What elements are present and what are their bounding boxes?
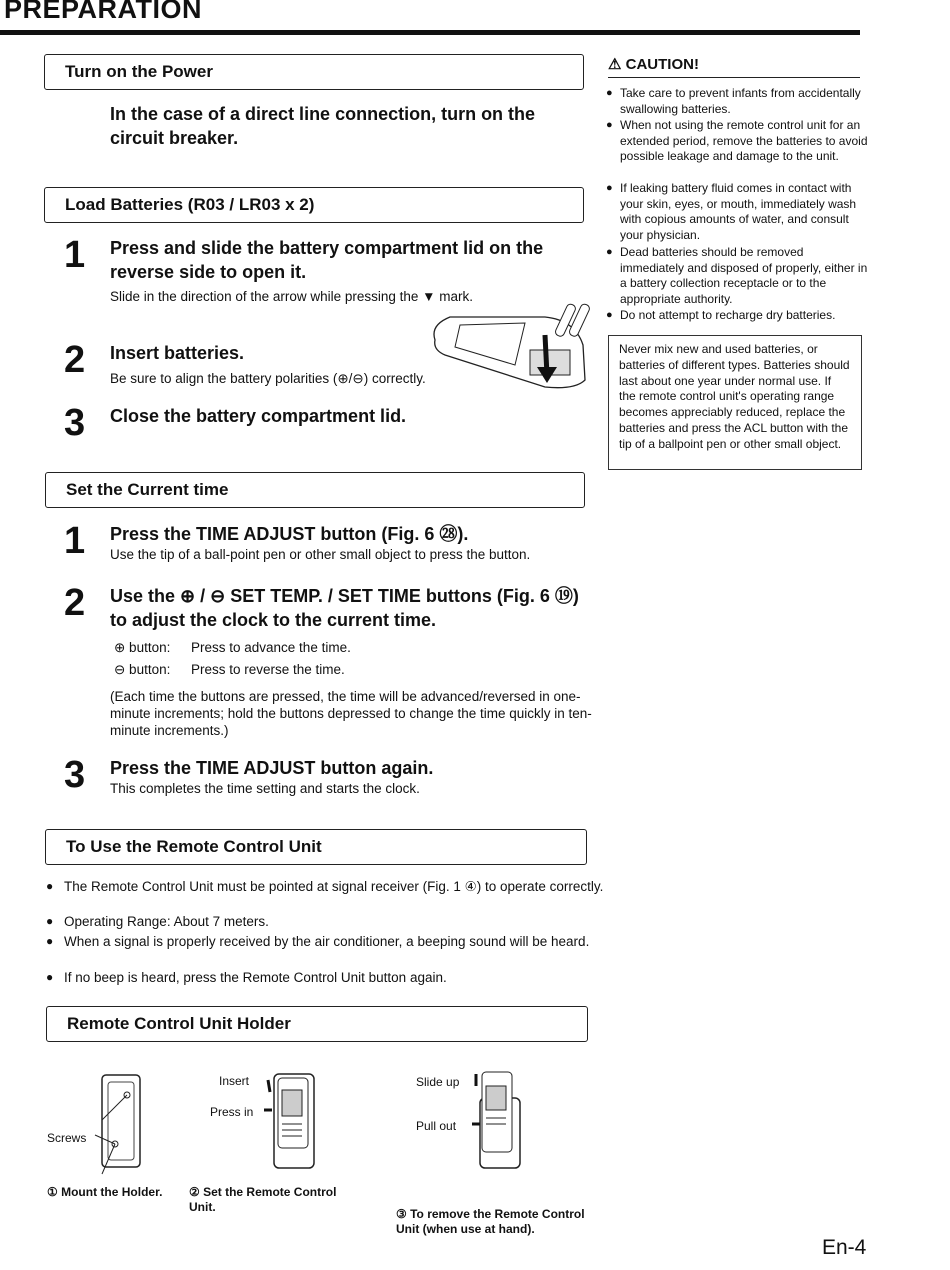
remote-battery-illustration xyxy=(425,295,595,405)
time-step-2-title: Use the ⊕ / ⊖ SET TEMP. / SET TIME buttons (Fig. 6 ⑲) to adjust the clock to the current time. xyxy=(110,586,579,630)
battery-step-2-number: 2 xyxy=(64,339,86,381)
page-number: En-4 xyxy=(822,1236,867,1259)
page-title: PREPARATION xyxy=(4,0,203,24)
press-in-label: Press in xyxy=(210,1105,254,1119)
minus-button-text: Press to reverse the time. xyxy=(191,662,345,677)
battery-step-2-detail: Be sure to align the battery polarities (⊕/⊖) correctly. xyxy=(110,371,426,386)
pull-out-label: Pull out xyxy=(416,1119,457,1133)
power-text: In the case of a direct line connection, turn on the circuit breaker. xyxy=(110,104,536,148)
section-header-power-label: Turn on the Power xyxy=(65,62,213,81)
section-header-holder xyxy=(46,1006,588,1042)
time-step-1-title: Press the TIME ADJUST button (Fig. 6 ㉘). xyxy=(110,524,469,544)
screws-label: Screws xyxy=(47,1131,87,1145)
caution-bullet-5: ● Do not attempt to recharge dry batteries. xyxy=(606,308,876,324)
caution-bullet-4: ● Dead batteries should be removed immediately and disposed of properly, either in a battery collection receptacle or to the appropriate authority. xyxy=(606,245,870,307)
remote-bullet-2: ● Operating Range: About 7 meters. xyxy=(46,914,610,929)
plus-button-text: Press to advance the time. xyxy=(191,640,351,655)
battery-step-3-number: 3 xyxy=(64,402,86,444)
battery-note-box: Never mix new and used batteries, or batteries of different types. Batteries should last about one year under normal use. If the remote control unit's operating range becomes appreciably reduced, replace the batteries and press the ACL button with the tip of a ballpoint pen or other small object. xyxy=(608,335,862,470)
holder-mount-illustration xyxy=(80,1070,160,1180)
remote-bullet-1: ● The Remote Control Unit must be pointed at signal receiver (Fig. 1 ④) to operate correctly. xyxy=(46,879,610,894)
time-step-3-title: Press the TIME ADJUST button again. xyxy=(110,758,434,778)
caution-bullet-3: ● If leaking battery fluid comes in contact with your skin, eyes, or mouth, immediately wash with copious amounts of water, and consult your physician. xyxy=(606,181,870,243)
minus-button-label: ⊖ button: xyxy=(114,662,171,677)
caution-title: CAUTION! xyxy=(625,56,699,73)
section-header-power xyxy=(44,54,584,90)
caution-header xyxy=(608,55,860,78)
holder-insert-illustration xyxy=(262,1068,322,1172)
section-header-remote xyxy=(45,829,587,865)
caution-bullet-1: ● Take care to prevent infants from accidentally swallowing batteries. xyxy=(606,86,870,117)
time-step-1-detail: Use the tip of a ball-point pen or other small object to press the button. xyxy=(110,547,531,562)
battery-step-2-title: Insert batteries. xyxy=(110,343,245,363)
holder-remove-illustration xyxy=(470,1068,530,1174)
section-header-remote-label: To Use the Remote Control Unit xyxy=(66,837,322,856)
warning-icon: ⚠ xyxy=(608,56,622,73)
caption-set-remote: ② Set the Remote Control Unit. xyxy=(189,1185,337,1214)
caution-bullet-2: ● When not using the remote control unit for an extended period, remove the batteries to avoid possible leakage and damage to the unit. xyxy=(606,118,870,165)
insert-label: Insert xyxy=(219,1074,250,1088)
battery-step-1-title: Press and slide the battery compartment lid on the reverse side to open it. xyxy=(110,238,544,282)
time-step-3-detail: This completes the time setting and starts the clock. xyxy=(110,781,420,796)
section-header-holder-label: Remote Control Unit Holder xyxy=(67,1014,291,1033)
section-header-batteries xyxy=(44,187,584,223)
remote-bullet-4: ● If no beep is heard, press the Remote Control Unit button again. xyxy=(46,970,610,985)
battery-step-1-detail: Slide in the direction of the arrow while pressing the ▼ mark. xyxy=(110,289,474,304)
time-step-1-number: 1 xyxy=(64,520,86,562)
title-rule xyxy=(0,30,860,35)
section-header-time xyxy=(45,472,585,508)
time-step-2-number: 2 xyxy=(64,582,86,624)
section-header-batteries-label: Load Batteries (R03 / LR03 x 2) xyxy=(65,195,315,214)
section-header-time-label: Set the Current time xyxy=(66,480,229,499)
time-paren-note: (Each time the buttons are pressed, the time will be advanced/reversed in one-minute increments; hold the buttons depressed to change the time quickly in ten-minute increments.) xyxy=(110,689,592,738)
caption-mount-holder: ① Mount the Holder. xyxy=(47,1185,163,1199)
slide-up-label: Slide up xyxy=(416,1075,460,1089)
caption-remove-remote: ③ To remove the Remote Control Unit (when use at hand). xyxy=(396,1207,585,1236)
time-step-3-number: 3 xyxy=(64,754,86,796)
remote-bullet-3: ● When a signal is properly received by the air conditioner, a beeping sound will be heard. xyxy=(46,934,610,949)
battery-step-3-title: Close the battery compartment lid. xyxy=(110,406,407,426)
plus-button-label: ⊕ button: xyxy=(114,640,171,655)
battery-step-1-number: 1 xyxy=(64,234,86,276)
